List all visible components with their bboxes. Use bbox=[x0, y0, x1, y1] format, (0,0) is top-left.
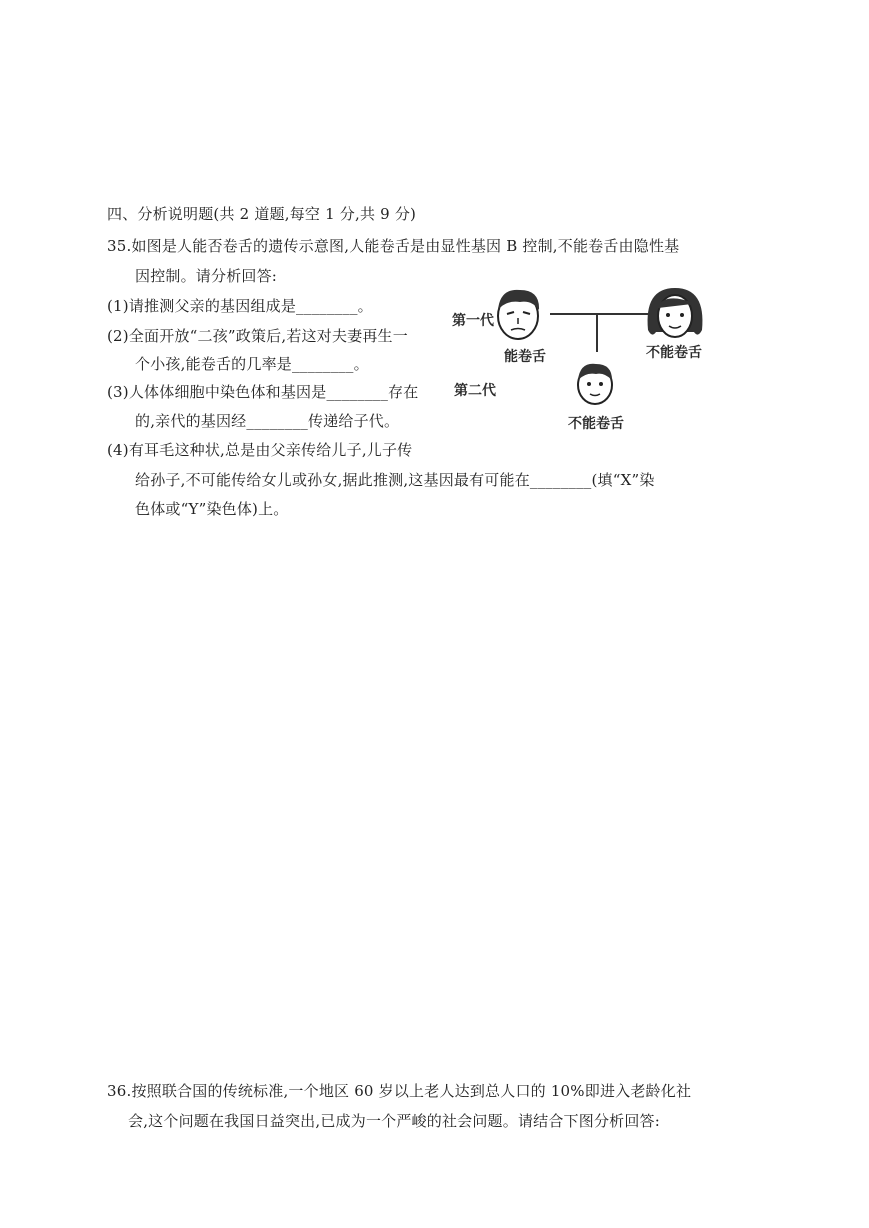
mother-label: 不能卷舌 bbox=[646, 345, 702, 361]
q35-sub1: (1)请推测父亲的基因组成是________。 bbox=[107, 297, 373, 315]
q35-sub3-line1: (3)人体体细胞中染色体和基因是________存在 bbox=[107, 383, 419, 401]
q35-stem-line2: 因控制。请分析回答: bbox=[135, 267, 278, 285]
generation-2-label: 第二代 bbox=[454, 383, 496, 399]
q36-stem-line1: 36.按照联合国的传统标准,一个地区 60 岁以上老人达到总人口的 10%即进入老龄化社 bbox=[107, 1082, 692, 1100]
pedigree-figure bbox=[440, 280, 740, 440]
generation-1-label: 第一代 bbox=[452, 313, 494, 329]
child-label: 不能卷舌 bbox=[568, 416, 624, 432]
child-face-icon bbox=[578, 364, 612, 404]
q35-sub4-line2: 给孙子,不可能传给女儿或孙女,据此推测,这基因最有可能在________(填“X”染 bbox=[135, 471, 655, 489]
mother-face-icon bbox=[648, 288, 703, 337]
q35-sub3-line2: 的,亲代的基因经________传递给子代。 bbox=[135, 412, 400, 430]
section-heading: 四、分析说明题(共 2 道题,每空 1 分,共 9 分) bbox=[107, 205, 417, 223]
q35-sub4-line3: 色体或“Y”染色体)上。 bbox=[135, 500, 289, 518]
q36-stem-line2: 会,这个问题在我国日益突出,已成为一个严峻的社会问题。请结合下图分析回答: bbox=[128, 1112, 660, 1130]
q35-sub4-line1: (4)有耳毛这种状,总是由父亲传给儿子,儿子传 bbox=[107, 441, 413, 459]
q35-sub2-line1: (2)全面开放“二孩”政策后,若这对夫妻再生一 bbox=[107, 327, 408, 345]
q35-stem-line1: 35.如图是人能否卷舌的遗传示意图,人能卷舌是由显性基因 B 控制,不能卷舌由隐性基 bbox=[107, 237, 680, 255]
father-label: 能卷舌 bbox=[504, 349, 546, 365]
father-face-icon bbox=[498, 290, 539, 339]
q35-sub2-line2: 个小孩,能卷舌的几率是________。 bbox=[135, 355, 369, 373]
